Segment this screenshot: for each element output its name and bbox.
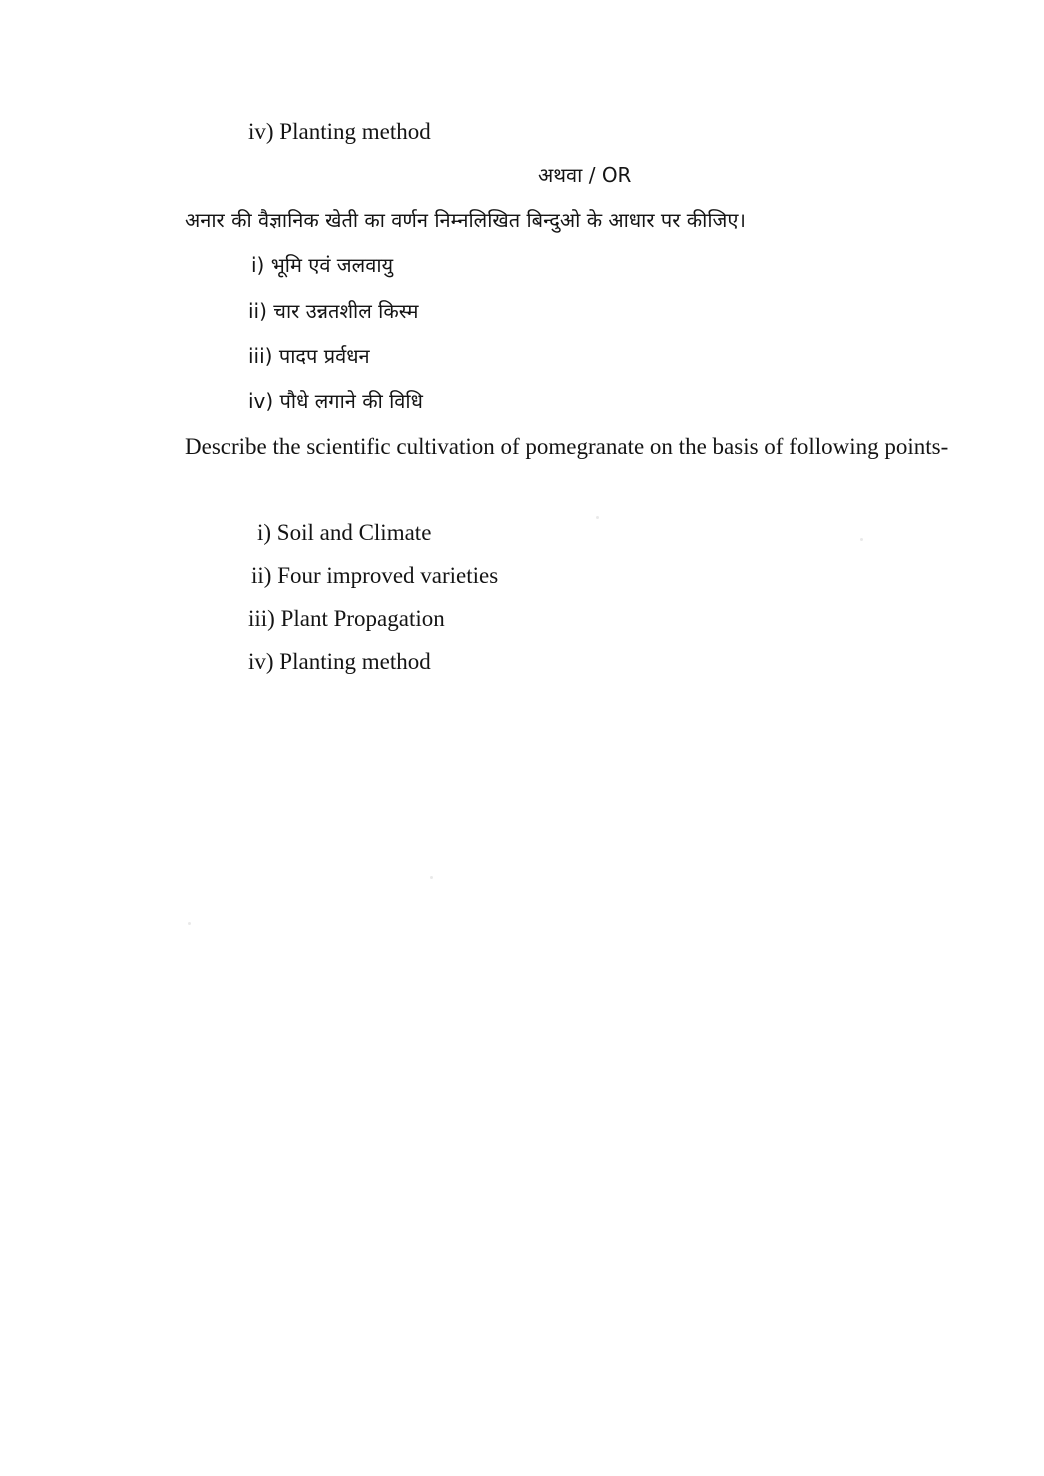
hindi-point-3: iii) पादप प्रर्वधन (248, 344, 370, 368)
hindi-question-text: अनार की वैज्ञानिक खेती का वर्णन निम्नलिखित बिन्दुओ के आधार पर कीजिए। (185, 208, 746, 232)
english-point-3: iii) Plant Propagation (248, 606, 445, 631)
or-separator: अथवा / OR (538, 163, 632, 187)
hindi-point-4: iv) पौधे लगाने की विधि (248, 389, 423, 413)
prev-question-point-4: iv) Planting method (248, 119, 431, 144)
hindi-point-1: i) भूमि एवं जलवायु (251, 253, 394, 277)
scan-speck (430, 876, 433, 879)
scan-speck (188, 922, 191, 925)
english-question-text: Describe the scientific cultivation of pomegranate on the basis of following points- (185, 434, 949, 459)
scan-speck (860, 538, 863, 541)
hindi-point-2: ii) चार उन्नतशील किस्म (248, 299, 419, 323)
scan-speck (596, 516, 599, 519)
english-point-1: i) Soil and Climate (257, 520, 432, 545)
english-point-4: iv) Planting method (248, 649, 431, 674)
english-point-2: ii) Four improved varieties (251, 563, 499, 588)
